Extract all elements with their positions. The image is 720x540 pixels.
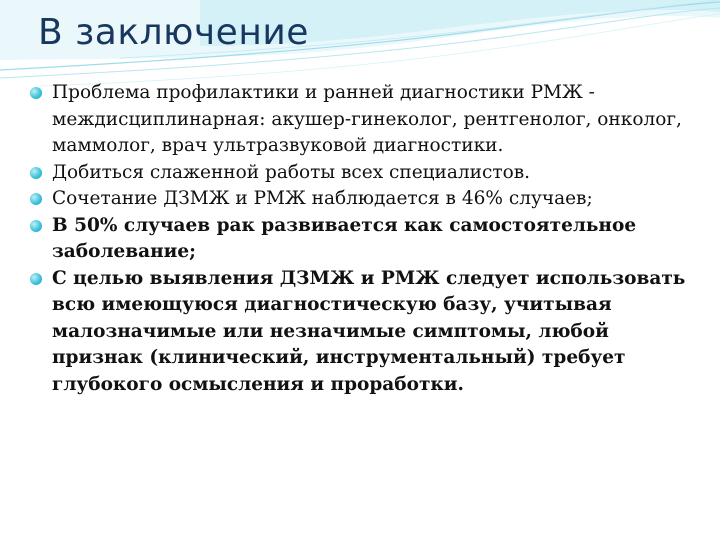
round-bullet-icon <box>30 193 42 205</box>
round-bullet-icon <box>30 220 42 232</box>
bullet-text: Добиться слаженной работы всех специалистов. <box>52 161 531 183</box>
bullet-text: Сочетание ДЗМЖ и РМЖ наблюдается в 46% случаев; <box>52 188 593 209</box>
bullet-list <box>30 80 702 398</box>
bullet-item <box>30 160 702 187</box>
round-bullet-icon <box>30 167 42 179</box>
bullet-item <box>30 186 702 213</box>
bullet-item <box>30 266 702 399</box>
bullet-item <box>30 80 702 160</box>
bullet-text: С целью выявления ДЗМЖ и РМЖ следует использовать всю имеющуюся диагностическую базу, учитывая малозначимые или незначимые симптомы, любой признак (клинический, инструментальный) требует глубокого осмысления и проработки. <box>52 267 686 395</box>
round-bullet-icon <box>30 87 42 99</box>
bullet-text: В 50% случаев рак развивается как самостоятельное заболевание; <box>52 214 637 262</box>
bullet-text: Проблема профилактики и ранней диагностики РМЖ - междисциплинарная: акушер-гинеколог, рентгенолог, онколог, маммолог, врач ультразвуковой диагностики. <box>52 82 682 156</box>
round-bullet-icon <box>30 273 42 285</box>
bullet-item <box>30 213 702 266</box>
slide-title: В заключение <box>38 12 309 53</box>
